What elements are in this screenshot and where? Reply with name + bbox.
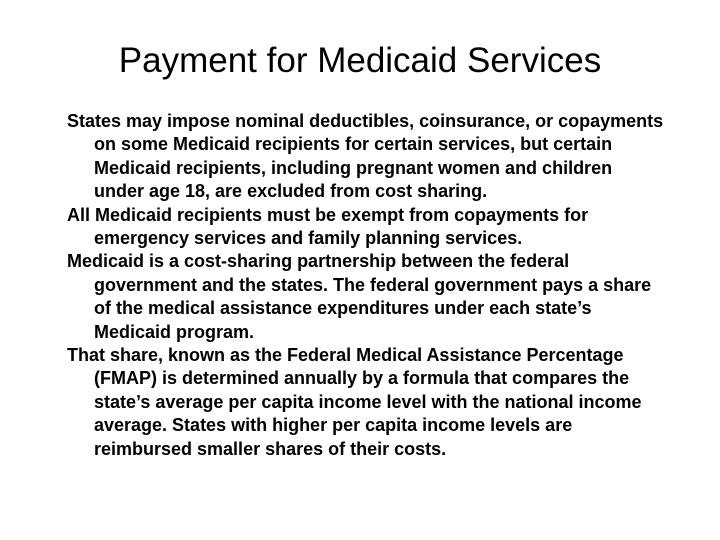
paragraph-copayment-exemption: All Medicaid recipients must be exempt from copayments for emergency services and family planning services. (67, 204, 589, 249)
paragraph-cost-sharing: States may impose nominal deductibles, coinsurance, or copayments on some Medicaid recipients for certain services, but certain Medicaid recipients, including pregnant women and children under age 18, are excluded from cost sharing. (67, 111, 664, 202)
slide-body (67, 110, 667, 461)
paragraph-partnership: Medicaid is a cost-sharing partnership between the federal government and the states. The federal government pays a share of the medical assistance expenditures under each state’s Medicaid program. (67, 251, 652, 342)
slide-title: Payment for Medicaid Services (118, 41, 602, 80)
paragraph-fmap: That share, known as the Federal Medical Assistance Percentage (FMAP) is determined annually by a formula that compares the state’s average per capita income level with the national income average. States with higher per capita income levels are reimbursed smaller shares of their costs. (67, 345, 642, 459)
